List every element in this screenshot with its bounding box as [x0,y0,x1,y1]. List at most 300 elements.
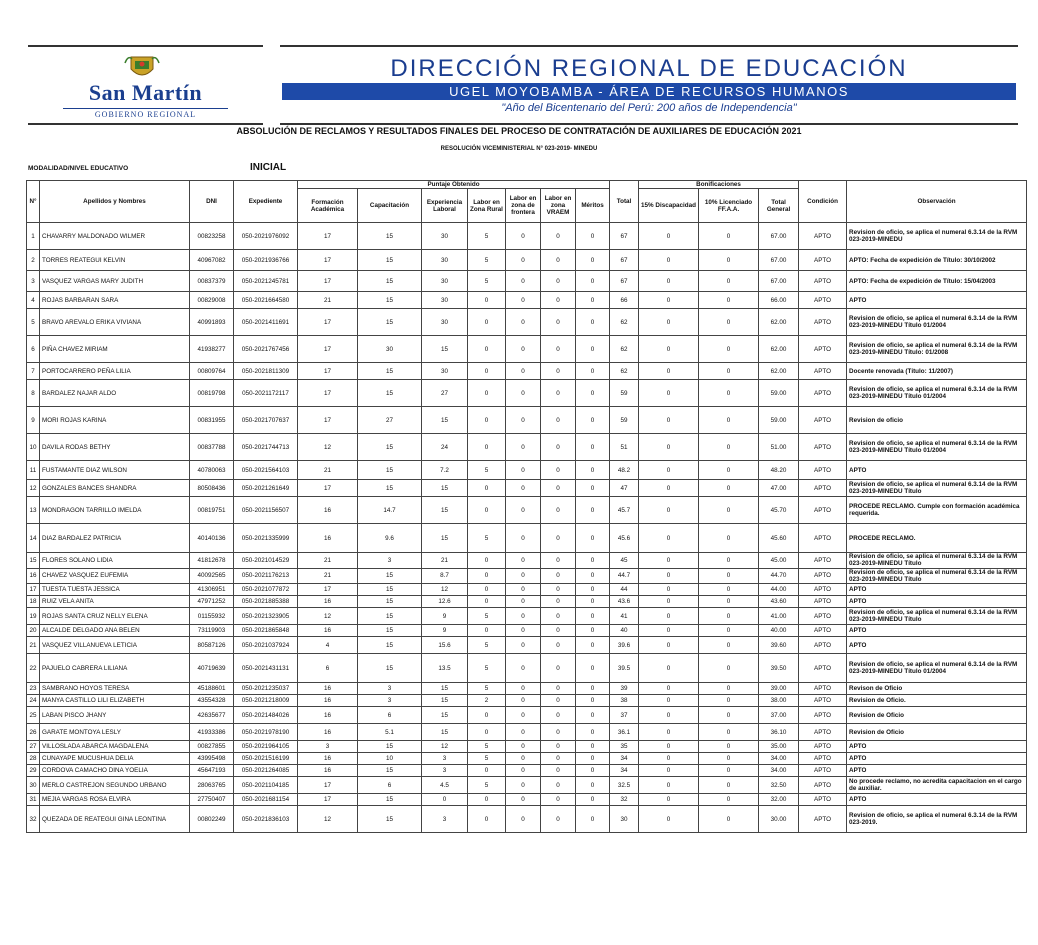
cell-f: 16 [298,497,358,524]
cell-dni: 41812678 [190,553,234,568]
table-row [27,480,1027,497]
cell-m: 0 [576,292,610,309]
cell-t: 67 [610,223,639,250]
institution-title: DIRECCIÓN REGIONAL DE EDUCACIÓN [390,55,908,82]
cell-fr: 0 [506,524,541,553]
cell-t: 43.6 [610,596,639,608]
cell-exp: 050-2021681154 [234,794,298,806]
cell-e: 12 [422,584,468,596]
cell-dni: 45188601 [190,683,234,695]
cell-v: 0 [541,250,576,271]
cell-c: 10 [358,753,422,765]
cell-m: 0 [576,584,610,596]
table-row [27,223,1027,250]
cell-m: 0 [576,336,610,363]
cell-f: 4 [298,637,358,654]
cell-d: 0 [639,584,699,596]
cell-obs: PROCEDE RECLAMO. Cumple con formación académica requerida. [847,497,1027,524]
cell-d: 0 [639,707,699,724]
cell-obs: Revision de oficio, se aplica el numeral 6.3.14 de la RVM 023-2019-MINEDU Título [847,568,1027,583]
cell-l: 0 [699,380,759,407]
cell-n: 27 [27,741,40,753]
cell-d: 0 [639,497,699,524]
cell-dni: 00809764 [190,363,234,380]
cell-e: 12.6 [422,596,468,608]
cell-l: 0 [699,794,759,806]
cell-fr: 0 [506,363,541,380]
cell-n: 21 [27,637,40,654]
cell-v: 0 [541,765,576,777]
cell-l: 0 [699,625,759,637]
cell-fr: 0 [506,380,541,407]
cell-d: 0 [639,777,699,794]
cell-m: 0 [576,271,610,292]
cell-name: ROJAS BARBARAN SARA [40,292,190,309]
cell-g: 44.00 [759,584,799,596]
cell-m: 0 [576,608,610,625]
cell-obs: Revision de oficio, se aplica el numeral 6.3.14 de la RVM 023-2019-MINEDU Título [847,608,1027,625]
cell-e: 13.5 [422,654,468,683]
cell-r: 0 [468,724,506,741]
cell-f: 16 [298,753,358,765]
col-num: N° [27,181,40,223]
cell-g: 45.60 [759,524,799,553]
cell-n: 18 [27,596,40,608]
cell-v: 0 [541,654,576,683]
cell-f: 17 [298,584,358,596]
cell-t: 39.6 [610,637,639,654]
cell-l: 0 [699,741,759,753]
cell-g: 62.00 [759,336,799,363]
cell-dni: 45647193 [190,765,234,777]
table-row [27,250,1027,271]
cell-r: 5 [468,461,506,480]
cell-dni: 00819798 [190,380,234,407]
cell-obs: APTO [847,292,1027,309]
cell-name: MANYA CASTILLO LILI ELIZABETH [40,695,190,707]
cell-fr: 0 [506,434,541,461]
table-row [27,596,1027,608]
cell-exp: 050-2021707637 [234,407,298,434]
cell-exp: 050-2021176213 [234,568,298,583]
cell-r: 0 [468,596,506,608]
cell-r: 0 [468,380,506,407]
cell-r: 5 [468,271,506,292]
cell-fr: 0 [506,292,541,309]
table-row [27,497,1027,524]
cell-g: 30.00 [759,806,799,833]
cell-name: VILLOSLADA ABARCA MAGDALENA [40,741,190,753]
cell-cond: APTO [799,524,847,553]
cell-l: 0 [699,223,759,250]
cell-fr: 0 [506,250,541,271]
cell-cond: APTO [799,637,847,654]
col-total: Total [610,181,639,223]
cell-m: 0 [576,683,610,695]
cell-t: 38 [610,695,639,707]
cell-obs: APTO [847,584,1027,596]
cell-exp: 050-2021516199 [234,753,298,765]
cell-t: 67 [610,250,639,271]
cell-n: 2 [27,250,40,271]
cell-m: 0 [576,309,610,336]
cell-v: 0 [541,741,576,753]
logo-subtitle: GOBIERNO REGIONAL [63,108,228,119]
cell-v: 0 [541,637,576,654]
cell-g: 39.60 [759,637,799,654]
cell-exp: 050-2021976092 [234,223,298,250]
cell-fr: 0 [506,480,541,497]
cell-name: SAMBRANO HOYOS TERESA [40,683,190,695]
cell-fr: 0 [506,724,541,741]
cell-exp: 050-2021323905 [234,608,298,625]
cell-n: 25 [27,707,40,724]
cell-d: 0 [639,363,699,380]
document-header [28,45,1018,123]
cell-n: 15 [27,553,40,568]
cell-d: 0 [639,461,699,480]
cell-v: 0 [541,223,576,250]
cell-f: 17 [298,777,358,794]
cell-fr: 0 [506,223,541,250]
cell-d: 0 [639,407,699,434]
cell-fr: 0 [506,497,541,524]
cell-dni: 00837379 [190,271,234,292]
cell-n: 16 [27,568,40,583]
cell-l: 0 [699,637,759,654]
cell-e: 12 [422,741,468,753]
cell-fr: 0 [506,461,541,480]
cell-obs: APTO [847,461,1027,480]
cell-name: DIAZ BARDALEZ PATRICIA [40,524,190,553]
cell-g: 32.00 [759,794,799,806]
cell-cond: APTO [799,794,847,806]
cell-d: 0 [639,223,699,250]
cell-exp: 050-2021235037 [234,683,298,695]
cell-name: PIÑA CHAVEZ MIRIAM [40,336,190,363]
cell-t: 44.7 [610,568,639,583]
cell-r: 5 [468,608,506,625]
cell-f: 6 [298,654,358,683]
table-row [27,434,1027,461]
cell-n: 11 [27,461,40,480]
cell-exp: 050-2021431131 [234,654,298,683]
cell-f: 21 [298,461,358,480]
cell-d: 0 [639,596,699,608]
cell-exp: 050-2021172117 [234,380,298,407]
cell-n: 10 [27,434,40,461]
cell-v: 0 [541,524,576,553]
cell-r: 0 [468,480,506,497]
cell-obs: APTO [847,753,1027,765]
cell-cond: APTO [799,765,847,777]
cell-e: 8.7 [422,568,468,583]
cell-e: 15 [422,497,468,524]
cell-l: 0 [699,568,759,583]
cell-name: TUESTA TUESTA JESSICA [40,584,190,596]
cell-exp: 050-2021014529 [234,553,298,568]
table-row [27,777,1027,794]
cell-cond: APTO [799,777,847,794]
cell-g: 59.00 [759,380,799,407]
cell-cond: APTO [799,461,847,480]
cell-l: 0 [699,765,759,777]
cell-name: ROJAS SANTA CRUZ NELLY ELENA [40,608,190,625]
cell-r: 5 [468,250,506,271]
cell-cond: APTO [799,292,847,309]
cell-obs: Revision de oficio, se aplica el numeral 6.3.14 de la RVM 023-2019-MINEDU Título 01/2004 [847,380,1027,407]
coat-of-arms-icon [123,53,161,81]
cell-dni: 01155932 [190,608,234,625]
cell-obs: Revision de oficio, se aplica el numeral 6.3.14 de la RVM 023-2019-MINEDU Título [847,480,1027,497]
cell-fr: 0 [506,584,541,596]
cell-fr: 0 [506,683,541,695]
cell-m: 0 [576,223,610,250]
cell-name: BRAVO AREVALO ERIKA VIVIANA [40,309,190,336]
cell-name: GONZALES BANCES SHANDRA [40,480,190,497]
cell-obs: Revision de Oficio. [847,695,1027,707]
cell-obs: Revision de oficio [847,407,1027,434]
cell-dni: 00819751 [190,497,234,524]
cell-v: 0 [541,777,576,794]
cell-d: 0 [639,434,699,461]
cell-t: 32 [610,794,639,806]
cell-fr: 0 [506,625,541,637]
cell-v: 0 [541,461,576,480]
cell-cond: APTO [799,596,847,608]
cell-e: 3 [422,765,468,777]
cell-exp: 050-2021077872 [234,584,298,596]
cell-r: 0 [468,336,506,363]
cell-m: 0 [576,753,610,765]
cell-cond: APTO [799,695,847,707]
cell-obs: Revision de oficio, se aplica el numeral 6.3.14 de la RVM 023-2019-MINEDU Título 01/2004 [847,434,1027,461]
cell-e: 0 [422,794,468,806]
cell-g: 48.20 [759,461,799,480]
cell-exp: 050-2021564103 [234,461,298,480]
cell-g: 37.00 [759,707,799,724]
cell-cond: APTO [799,806,847,833]
cell-f: 21 [298,292,358,309]
cell-dni: 28063765 [190,777,234,794]
cell-name: PORTOCARRERO PEÑA LILIA [40,363,190,380]
cell-g: 51.00 [759,434,799,461]
col-expediente: Expediente [234,181,298,223]
cell-v: 0 [541,724,576,741]
cell-obs: APTO: Fecha de expedición de Título: 15/04/2003 [847,271,1027,292]
cell-r: 0 [468,407,506,434]
cell-m: 0 [576,741,610,753]
cell-v: 0 [541,336,576,363]
cell-name: MERLO CASTREJON SEGUNDO URBANO [40,777,190,794]
cell-n: 22 [27,654,40,683]
col-frontera: Labor en zona de frontera [506,189,541,223]
cell-f: 16 [298,625,358,637]
cell-name: PAJUELO CABRERA LILIANA [40,654,190,683]
cell-exp: 050-2021156507 [234,497,298,524]
cell-g: 47.00 [759,480,799,497]
cell-fr: 0 [506,741,541,753]
cell-dni: 00802249 [190,806,234,833]
cell-dni: 43995498 [190,753,234,765]
cell-c: 15 [358,568,422,583]
cell-exp: 050-2021865848 [234,625,298,637]
cell-c: 15 [358,654,422,683]
cell-d: 0 [639,336,699,363]
cell-f: 3 [298,741,358,753]
cell-exp: 050-2021484026 [234,707,298,724]
cell-obs: Revision de oficio, se aplica el numeral 6.3.14 de la RVM 023-2019-MINEDU Título: 01/2008 [847,336,1027,363]
cell-m: 0 [576,407,610,434]
col-group-puntaje: Puntaje Obtenido [298,181,610,189]
cell-c: 3 [358,553,422,568]
cell-g: 67.00 [759,223,799,250]
cell-exp: 050-2021104185 [234,777,298,794]
table-row [27,568,1027,583]
cell-f: 16 [298,683,358,695]
cell-n: 17 [27,584,40,596]
cell-r: 0 [468,794,506,806]
col-licenciado: 10% Licenciado FF.A.A. [699,189,759,223]
col-vraem: Labor en zona VRAEM [541,189,576,223]
cell-f: 21 [298,553,358,568]
col-observacion: Observación [847,181,1027,223]
cell-d: 0 [639,637,699,654]
cell-obs: No procede reclamo, no acredita capacitacion en el cargo de auxiliar. [847,777,1027,794]
cell-f: 17 [298,407,358,434]
cell-l: 0 [699,707,759,724]
cell-g: 39.00 [759,683,799,695]
table-row [27,584,1027,596]
col-condicion: Condición [799,181,847,223]
cell-exp: 050-2021335999 [234,524,298,553]
cell-g: 40.00 [759,625,799,637]
cell-d: 0 [639,309,699,336]
cell-e: 30 [422,223,468,250]
col-rural: Labor en Zona Rural [468,189,506,223]
ugel-banner: UGEL MOYOBAMBA - ÁREA DE RECURSOS HUMANOS [282,83,1016,100]
table-row [27,461,1027,480]
cell-r: 0 [468,707,506,724]
cell-m: 0 [576,497,610,524]
cell-r: 5 [468,223,506,250]
cell-fr: 0 [506,596,541,608]
cell-fr: 0 [506,806,541,833]
cell-t: 45 [610,553,639,568]
cell-f: 17 [298,223,358,250]
cell-name: BARDALEZ NAJAR ALDO [40,380,190,407]
cell-name: CHAVEZ VASQUEZ EUFEMIA [40,568,190,583]
table-row [27,794,1027,806]
cell-exp: 050-2021936766 [234,250,298,271]
cell-c: 15 [358,637,422,654]
cell-r: 0 [468,363,506,380]
cell-t: 34 [610,753,639,765]
cell-n: 13 [27,497,40,524]
cell-e: 30 [422,271,468,292]
cell-e: 30 [422,292,468,309]
cell-obs: APTO [847,637,1027,654]
cell-g: 34.00 [759,753,799,765]
cell-r: 5 [468,741,506,753]
cell-cond: APTO [799,407,847,434]
cell-name: QUEZADA DE REATEGUI GINA LEONTINA [40,806,190,833]
cell-name: CUNAYAPE MUCUSHUA DELIA [40,753,190,765]
logo-name: San Martín [88,80,203,105]
cell-obs: Revision de oficio, se aplica el numeral 6.3.14 de la RVM 023-2019. [847,806,1027,833]
cell-cond: APTO [799,480,847,497]
cell-v: 0 [541,753,576,765]
cell-l: 0 [699,336,759,363]
cell-obs: Revision de oficio, se aplica el numeral 6.3.14 de la RVM 023-2019-MINEDU Título 01/2004 [847,654,1027,683]
table-row [27,724,1027,741]
cell-m: 0 [576,794,610,806]
table-row [27,707,1027,724]
cell-name: TORRES REATEGUI KELVIN [40,250,190,271]
cell-f: 17 [298,309,358,336]
cell-g: 67.00 [759,271,799,292]
cell-dni: 40092565 [190,568,234,583]
cell-l: 0 [699,724,759,741]
cell-dni: 00823258 [190,223,234,250]
cell-e: 15 [422,480,468,497]
cell-f: 17 [298,250,358,271]
cell-g: 32.50 [759,777,799,794]
cell-g: 44.70 [759,568,799,583]
cell-c: 30 [358,336,422,363]
cell-g: 41.00 [759,608,799,625]
cell-t: 39 [610,683,639,695]
table-row [27,608,1027,625]
cell-d: 0 [639,806,699,833]
cell-f: 21 [298,568,358,583]
cell-d: 0 [639,683,699,695]
cell-n: 3 [27,271,40,292]
col-total-general: Total General [759,189,799,223]
cell-c: 15 [358,480,422,497]
cell-c: 15 [358,806,422,833]
cell-dni: 80508436 [190,480,234,497]
cell-obs: APTO [847,794,1027,806]
cell-l: 0 [699,271,759,292]
cell-fr: 0 [506,553,541,568]
cell-c: 15 [358,380,422,407]
cell-t: 32.5 [610,777,639,794]
cell-cond: APTO [799,724,847,741]
cell-m: 0 [576,434,610,461]
cell-f: 16 [298,724,358,741]
cell-dni: 00829008 [190,292,234,309]
cell-fr: 0 [506,695,541,707]
cell-n: 6 [27,336,40,363]
cell-l: 0 [699,363,759,380]
col-experiencia: Experiencia Laboral [422,189,468,223]
cell-cond: APTO [799,553,847,568]
cell-t: 35 [610,741,639,753]
cell-d: 0 [639,765,699,777]
cell-n: 30 [27,777,40,794]
cell-d: 0 [639,480,699,497]
cell-dni: 80587126 [190,637,234,654]
cell-obs: Revision de Oficio [847,724,1027,741]
cell-r: 5 [468,637,506,654]
col-discapacidad: 15% Discapacidad [639,189,699,223]
cell-cond: APTO [799,271,847,292]
cell-n: 28 [27,753,40,765]
cell-d: 0 [639,794,699,806]
cell-v: 0 [541,806,576,833]
cell-l: 0 [699,608,759,625]
